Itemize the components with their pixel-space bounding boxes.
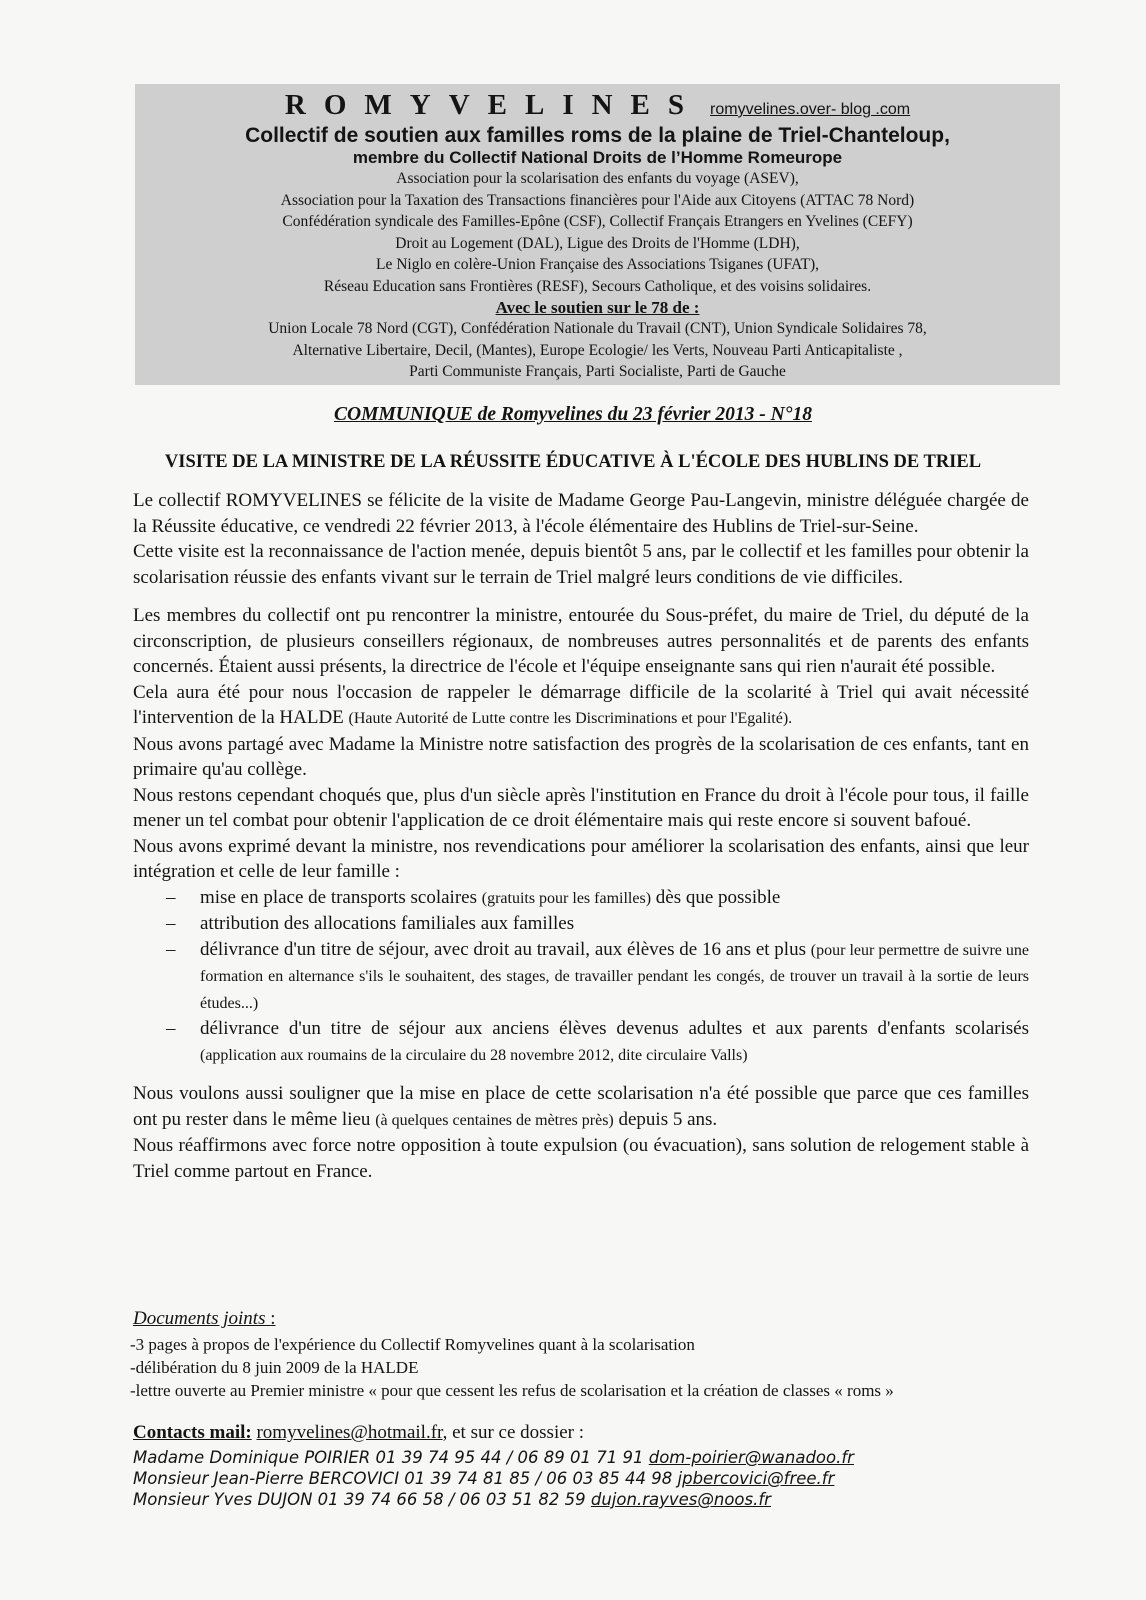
support-heading: Avec le soutien sur le 78 de :: [495, 298, 700, 317]
supporter-line: Parti Communiste Français, Parti Socialiste, Parti de Gauche: [409, 363, 786, 380]
supporter-line: Alternative Libertaire, Decil, (Mantes), Europe Ecologie/ les Verts, Nouveau Parti Anticapitaliste ,: [292, 341, 903, 359]
brand-name: ROMYVELINES: [284, 89, 703, 121]
paragraph: [133, 680, 1029, 732]
contact-row: Madame Dominique POIRIER 01 39 74 95 44 / 06 89 01 71 91 dom-poirier@wanadoo.fr: [133, 1448, 854, 1467]
contacts-label: Contacts mail:: [133, 1422, 252, 1443]
contact-email-link[interactable]: jpbercovici@free.fr: [677, 1469, 835, 1488]
member-line: Confédération syndicale des Familles-Epône (CSF), Collectif Français Etrangers en Yvelines (CEFY): [282, 213, 913, 230]
blog-url-link[interactable]: romyvelines.over- blog .com: [710, 101, 911, 118]
supporter-line: Union Locale 78 Nord (CGT), Confédération Nationale du Travail (CNT), Union Syndicale Solidaires 78,: [268, 320, 927, 337]
member-line: Association pour la scolarisation des enfants du voyage (ASEV),: [396, 170, 799, 187]
attachment-item: -lettre ouverte au Premier ministre « pour que cessent les refus de scolarisation et la création de classes « roms »: [130, 1381, 894, 1400]
body-text: [133, 488, 1029, 1184]
list-item: – délivrance d'un titre de séjour aux anciens élèves devenus adultes et aux parents d'enfants scolarisés (application aux roumains de la circulaire du 28 novembre 2012, dite circulaire Valls): [133, 1016, 1029, 1068]
paragraph: Nous avons partagé avec Madame la Ministre notre satisfaction des progrès de la scolarisation de ces enfants, tant en primaire qu'au collège.: [133, 733, 1029, 780]
attachment-item: -délibération du 8 juin 2009 de la HALDE: [130, 1358, 419, 1377]
attachments-heading: Documents joints :: [133, 1308, 276, 1329]
paragraph: Nous réaffirmons avec force notre opposition à toute expulsion (ou évacuation), sans solution de relogement stable à Triel comme partout en France.: [133, 1135, 1029, 1182]
paragraph: Nous voulons aussi souligner que la mise en place de cette scolarisation n'a été possible que parce que ces familles ont pu rester dans le même lieu (à quelques centaines de mètres près) depuis 5 ans.: [133, 1083, 1029, 1130]
attachments-list: [130, 1333, 894, 1402]
member-line: Droit au Logement (DAL), Ligue des Droits de l'Homme (LDH),: [395, 234, 800, 252]
contacts-list: [133, 1447, 854, 1510]
paragraph: Le collectif ROMYVELINES se félicite de la visite de Madame George Pau-Langevin, ministre déléguée chargée de la Réussite éducative, ce vendredi 22 février 2013, à l'école élémentaire des Hublins de Triel-sur-Seine.: [133, 490, 1029, 537]
contact-email-link[interactable]: dujon.rayves@noos.fr: [590, 1490, 771, 1509]
contacts-heading: Contacts mail: romyvelines@hotmail.fr, et sur ce dossier :: [133, 1422, 585, 1443]
attachment-item: -3 pages à propos de l'expérience du Collectif Romyvelines quant à la scolarisation: [130, 1335, 695, 1354]
contact-email-link[interactable]: dom-poirier@wanadoo.fr: [648, 1448, 854, 1467]
paragraph: Les membres du collectif ont pu rencontrer la ministre, entourée du Sous-préfet, du maire de Triel, du député de la circonscription, de plusieurs conseillers régionaux, de nombreuses autres personnalités et de parents des enfants concernés. Étaient aussi présents, la directrice de l'école et l'équipe enseignante sans qui rien n'aurait été possible.: [133, 605, 1029, 677]
brand-line: [135, 86, 1060, 124]
paragraph-aside: (Haute Autorité de Lutte contre les Discriminations et pour l'Egalité).: [348, 710, 793, 727]
contact-mail-link[interactable]: romyvelines@hotmail.fr: [256, 1422, 443, 1443]
member-line: Réseau Education sans Frontières (RESF), Secours Catholique, et des voisins solidaires.: [323, 277, 872, 295]
communique-heading: COMMUNIQUE de Romyvelines du 23 février 2013 - N°18: [334, 404, 812, 425]
list-item: – délivrance d'un titre de séjour, avec droit au travail, aux élèves de 16 ans et plus (pour leur permettre de suivre une formation en alternance s'ils le souhaitent, des stages, de travailler pendant les congés, de trouver un travail à la sortie de leurs études...): [133, 937, 1029, 1017]
paragraph: Nous avons exprimé devant la ministre, nos revendications pour améliorer la scolarisation des enfants, ainsi que leur intégration et celle de leur famille :: [133, 835, 1029, 882]
member-line: Le Niglo en colère-Union Française des Associations Tsiganes (UFAT),: [375, 256, 819, 273]
collective-subtitle: membre du Collectif National Droits de l’Homme Romeurope: [352, 148, 843, 167]
demands-list: [133, 885, 1029, 1069]
letterhead-box: [135, 84, 1060, 385]
contact-row: Monsieur Jean-Pierre BERCOVICI 01 39 74 81 85 / 06 03 85 44 98 jpbercovici@free.fr: [133, 1469, 835, 1488]
paragraph: Nous restons cependant choqués que, plus d'un siècle après l'institution en France du droit à l'école pour tous, il faille mener un tel combat pour obtenir l'application de ce droit élémentaire mais qui reste encore si souvent bafoué.: [133, 784, 1029, 831]
member-line: Association pour la Taxation des Transactions financières pour l'Aide aux Citoyens (ATTAC 78 Nord): [280, 191, 915, 209]
paragraph: Cette visite est la reconnaissance de l'action menée, depuis bientôt 5 ans, par le collectif et les familles pour obtenir la scolarisation réussie des enfants vivant sur le terrain de Triel malgré leurs conditions de vie difficiles.: [133, 541, 1029, 588]
list-item: – attribution des allocations familiales aux familles: [133, 911, 1029, 937]
collective-title: Collectif de soutien aux familles roms de la plaine de Triel-Chanteloup,: [245, 124, 950, 147]
document-title: VISITE DE LA MINISTRE DE LA RÉUSSITE ÉDUCATIVE À L'ÉCOLE DES HUBLINS DE TRIEL: [164, 452, 982, 472]
list-item: – mise en place de transports scolaires (gratuits pour les familles) dès que possible: [133, 885, 1029, 912]
contact-row: Monsieur Yves DUJON 01 39 74 66 58 / 06 03 51 82 59 dujon.rayves@noos.fr: [133, 1490, 771, 1509]
paragraph-text: Cela aura été pour nous l'occasion de rappeler le démarrage difficile de la scolarité à Triel qui avait nécessité l'intervention de la HALDE: [133, 681, 1029, 728]
